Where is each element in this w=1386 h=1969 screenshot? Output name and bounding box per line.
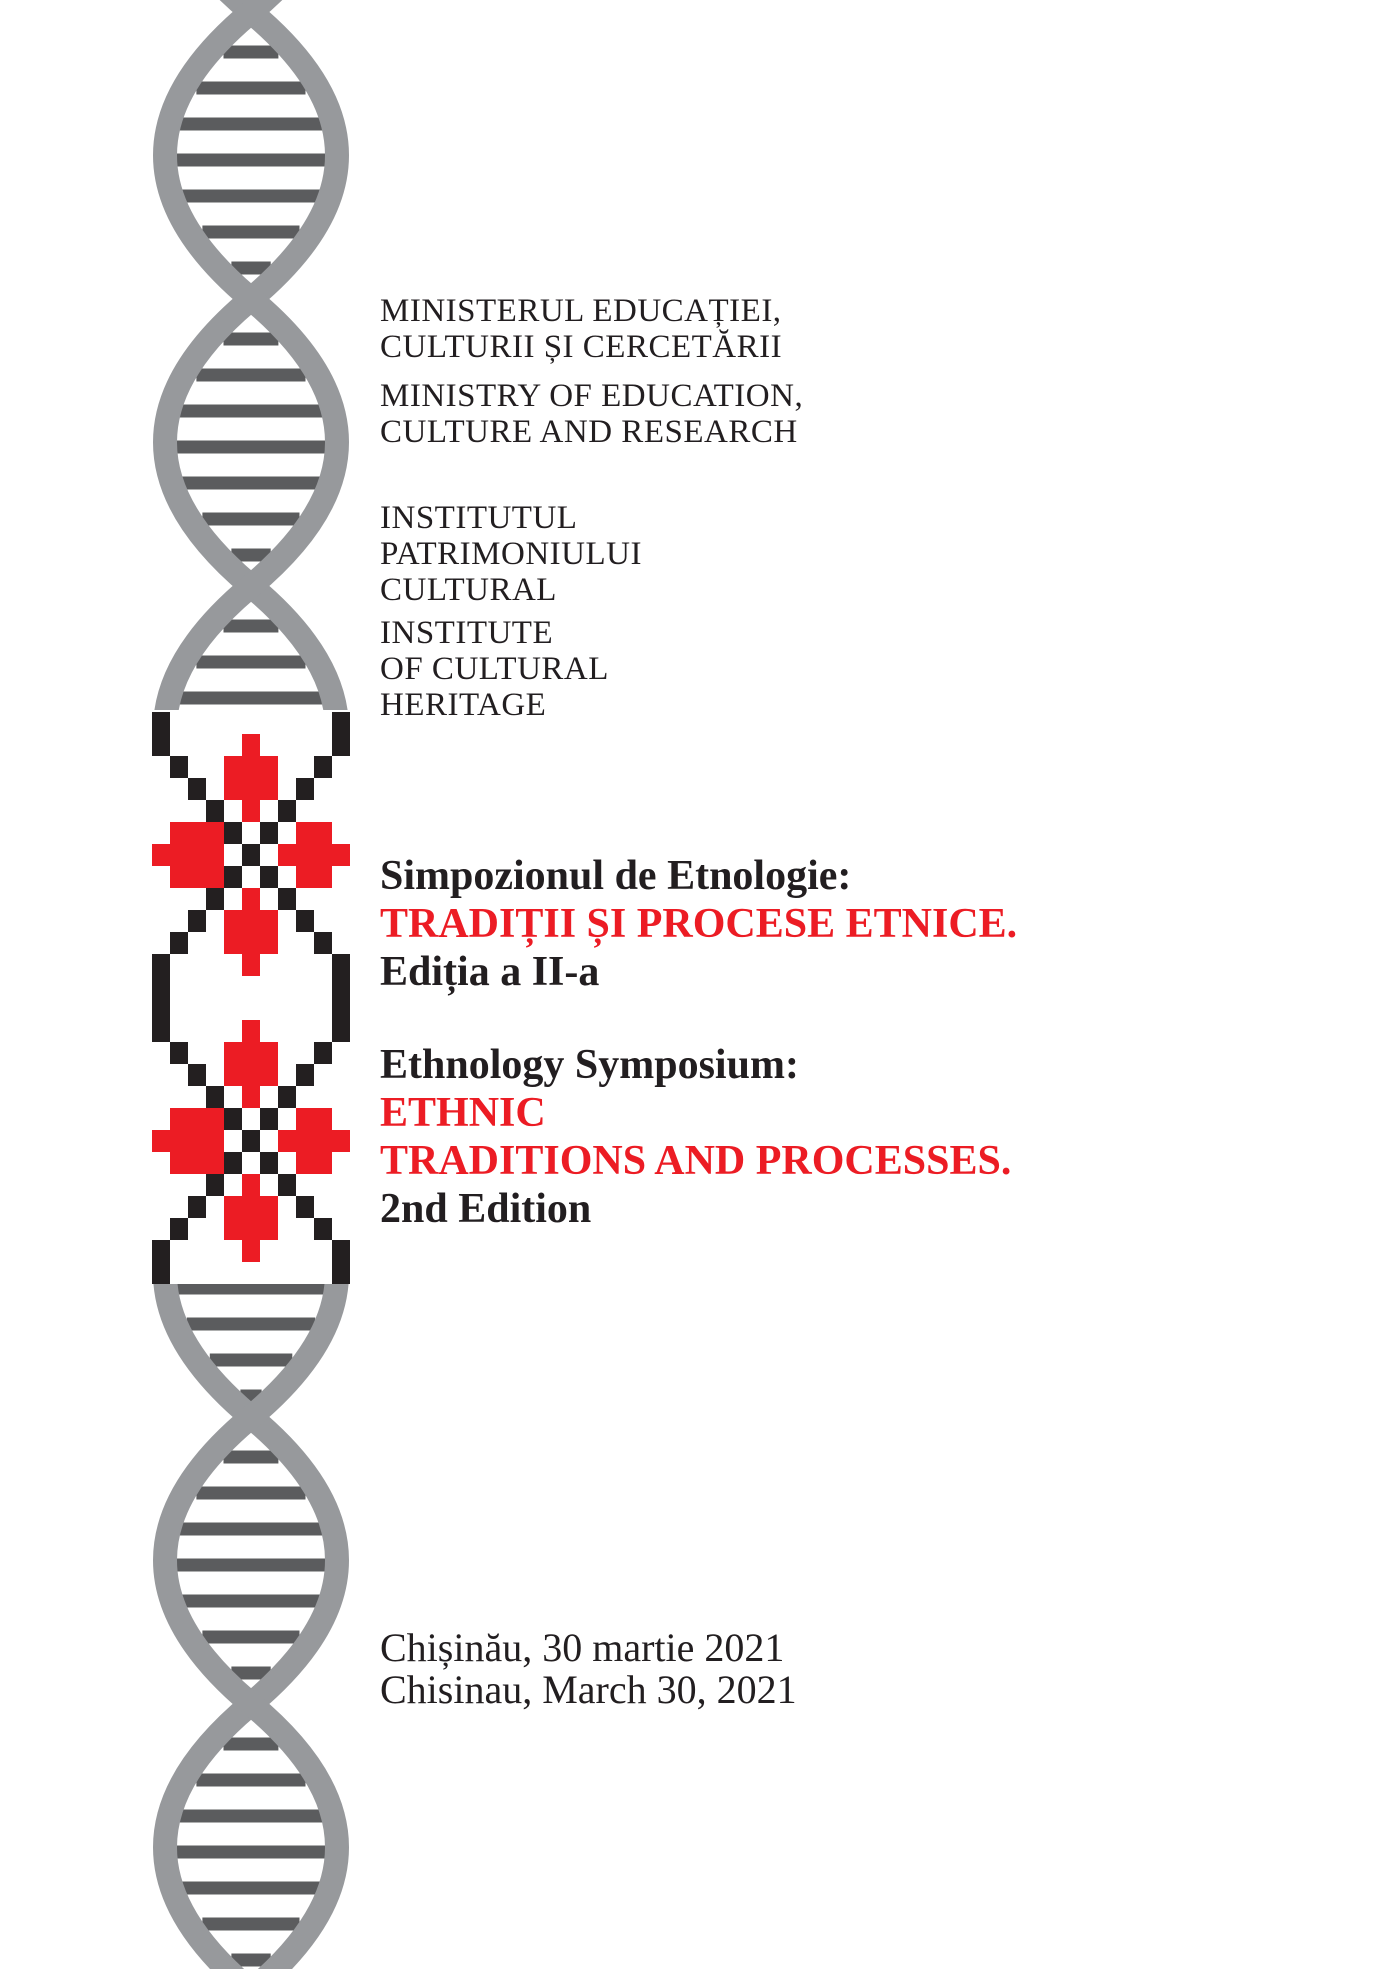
pattern-cell [206,800,224,822]
institute-en-line2: OF CULTURAL [380,651,609,687]
pattern-cell [242,756,260,778]
pattern-cell [242,800,260,822]
pattern-cell [188,1130,206,1152]
event-date-en: Chisinau, March 30, 2021 [380,1667,797,1712]
pattern-cell [242,932,260,954]
pattern-cell [260,1042,278,1064]
pattern-cell [242,1064,260,1086]
title-ro-block [380,852,1017,996]
title-en-line1: Ethnology Symposium: [380,1042,799,1088]
pattern-cell [242,1042,260,1064]
pattern-cell [296,1152,314,1174]
pattern-cell [188,1152,206,1174]
pattern-cell [332,734,350,756]
pattern-cell [224,1196,242,1218]
pattern-cell [242,1218,260,1240]
event-dates-block [380,1627,797,1711]
pattern-cell [224,1108,242,1130]
pattern-cell [332,998,350,1020]
pattern-cell [242,778,260,800]
pattern-cell [224,1064,242,1086]
pattern-cell [152,844,170,866]
pattern-cell [260,1196,278,1218]
title-en-block [380,1041,1011,1233]
pattern-cell [206,1152,224,1174]
pattern-cell [332,712,350,734]
pattern-cell [260,778,278,800]
pattern-cell [278,1174,296,1196]
event-date-ro: Chișinău, 30 martie 2021 [380,1625,785,1670]
embroidery-pattern [152,712,350,1284]
pattern-cell [188,1108,206,1130]
pattern-cell [188,910,206,932]
pattern-cell [224,1218,242,1240]
pattern-cell [206,866,224,888]
pattern-cell [206,822,224,844]
pattern-cell [170,1218,188,1240]
title-ro-line2: TRADIȚII ȘI PROCESE ETNICE. [380,901,1018,947]
pattern-cell [242,734,260,756]
pattern-cell [170,756,188,778]
institute-ro-line2: PATRIMONIULUI [380,536,642,572]
pattern-cell [296,1130,314,1152]
dna-helix-graphic [0,0,400,1969]
pattern-cell [152,1262,170,1284]
institute-ro-line1: INSTITUTUL [380,500,578,536]
pattern-cell [242,1240,260,1262]
pattern-cell [260,866,278,888]
pattern-cell [242,1174,260,1196]
pattern-cell [296,778,314,800]
pattern-cell [170,1042,188,1064]
pattern-cell [170,1108,188,1130]
pattern-cell [314,1108,332,1130]
pattern-cell [314,1130,332,1152]
pattern-cell [260,822,278,844]
pattern-cell [260,756,278,778]
pattern-cell [296,844,314,866]
institute-ro-block [380,500,642,608]
pattern-cell [314,844,332,866]
pattern-cell [206,888,224,910]
pattern-cell [278,1086,296,1108]
pattern-cell [260,1108,278,1130]
pattern-cell [188,1064,206,1086]
pattern-cell [260,1218,278,1240]
ministry-en-line1: MINISTRY OF EDUCATION, [380,378,804,414]
dna-helix-bottom-icon [0,1284,400,1969]
pattern-cell [170,932,188,954]
pattern-cell [152,1020,170,1042]
pattern-cell [224,932,242,954]
pattern-cell [242,1086,260,1108]
pattern-cell [278,844,296,866]
pattern-cell [260,1064,278,1086]
pattern-cell [152,1240,170,1262]
title-ro-line1: Simpozionul de Etnologie: [380,853,852,899]
pattern-cell [296,1108,314,1130]
title-ro-line3: Ediția a II-a [380,949,600,995]
pattern-cell [242,844,260,866]
pattern-cell [242,954,260,976]
pattern-cell [242,888,260,910]
institute-en-block [380,615,609,723]
pattern-cell [332,976,350,998]
pattern-cell [332,1240,350,1262]
pattern-cell [314,1152,332,1174]
title-en-line2: ETHNIC [380,1090,546,1136]
pattern-cell [170,822,188,844]
pattern-cell [242,910,260,932]
ministry-ro-block [380,293,782,365]
ministry-ro-line2: CULTURII ȘI CERCETĂRII [380,329,783,365]
pattern-cell [260,910,278,932]
pattern-cell [188,844,206,866]
pattern-cell [224,910,242,932]
pattern-cell [188,778,206,800]
institute-ro-line3: CULTURAL [380,572,557,608]
pattern-cell [170,1152,188,1174]
pattern-cell [206,1174,224,1196]
pattern-cell [170,866,188,888]
pattern-cell [314,1042,332,1064]
pattern-cell [260,1152,278,1174]
pattern-cell [152,712,170,734]
pattern-cell [206,1086,224,1108]
pattern-cell [332,844,350,866]
title-en-line4: 2nd Edition [380,1186,592,1232]
ministry-en-line2: CULTURE AND RESEARCH [380,414,798,450]
pattern-cell [224,866,242,888]
pattern-cell [242,1020,260,1042]
pattern-cell [260,932,278,954]
ministry-en-block [380,378,803,450]
pattern-cell [296,1064,314,1086]
institute-en-line3: HERITAGE [380,687,547,723]
pattern-cell [152,1130,170,1152]
pattern-cell [206,844,224,866]
pattern-cell [206,1130,224,1152]
pattern-cell [188,866,206,888]
pattern-cell [188,822,206,844]
pattern-cell [152,954,170,976]
pattern-cell [206,1108,224,1130]
pattern-cell [332,1262,350,1284]
pattern-cell [152,734,170,756]
pattern-cell [224,1152,242,1174]
pattern-cell [188,1196,206,1218]
pattern-cell [278,1130,296,1152]
pattern-cell [242,1196,260,1218]
pattern-cell [314,1218,332,1240]
pattern-cell [296,822,314,844]
pattern-cell [152,976,170,998]
institute-en-line1: INSTITUTE [380,615,554,651]
pattern-cell [242,1130,260,1152]
pattern-cell [314,866,332,888]
pattern-cell [332,954,350,976]
pattern-cell [224,756,242,778]
pattern-cell [152,998,170,1020]
pattern-cell [278,800,296,822]
pattern-cell [170,844,188,866]
pattern-cell [224,778,242,800]
pattern-cell [332,1130,350,1152]
pattern-cell [170,1130,188,1152]
pattern-cell [224,822,242,844]
pattern-cell [332,1020,350,1042]
dna-helix-top-icon [0,0,400,710]
pattern-cell [314,756,332,778]
pattern-cell [224,1042,242,1064]
pattern-cell [314,822,332,844]
pattern-cell [296,910,314,932]
pattern-cell [296,1196,314,1218]
pattern-cell [314,932,332,954]
pattern-cell [278,888,296,910]
pattern-cell [296,866,314,888]
title-en-line3: TRADITIONS AND PROCESSES. [380,1138,1012,1184]
ministry-ro-line1: MINISTERUL EDUCAȚIEI, [380,293,782,329]
